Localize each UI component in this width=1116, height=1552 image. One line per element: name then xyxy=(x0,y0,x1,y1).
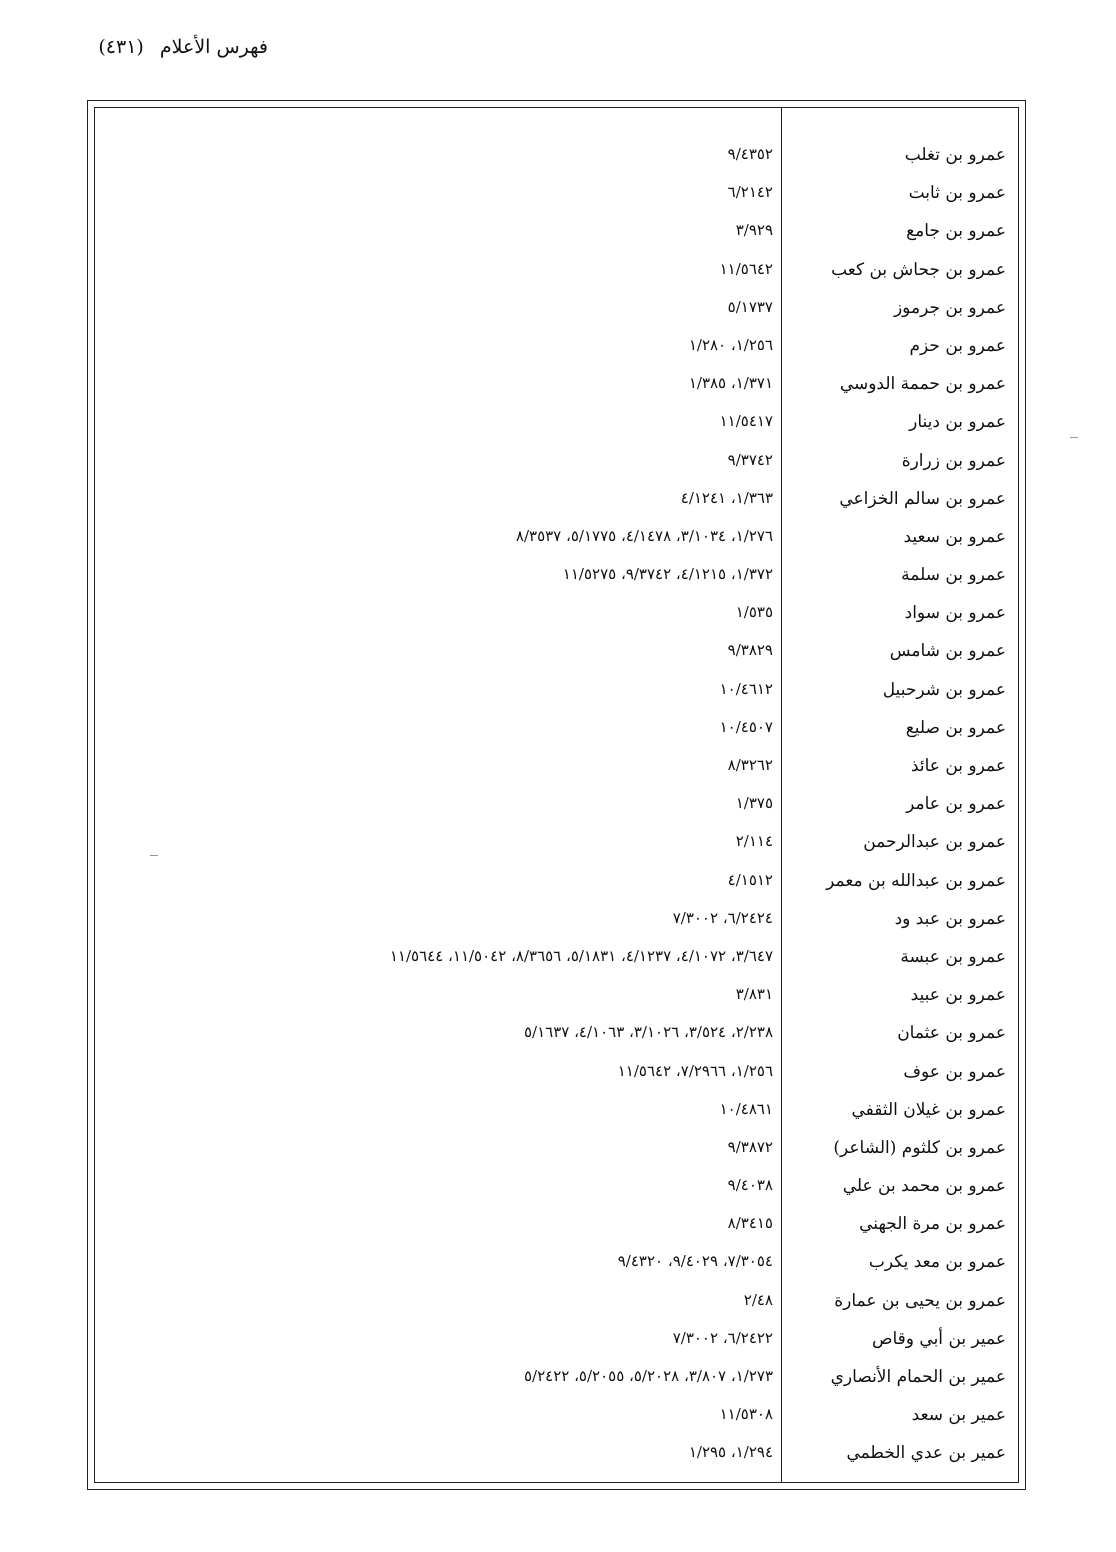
index-entry xyxy=(95,1135,1018,1173)
index-entry xyxy=(95,868,1018,906)
index-entry xyxy=(95,1440,1018,1478)
index-table xyxy=(94,107,1019,1483)
entry-references: ٦/٢٤٢٢، ٧/٣٠٠٢ xyxy=(672,1328,773,1347)
entry-name: عمرو بن عثمان xyxy=(897,1023,1006,1044)
entry-name: عمرو بن كلثوم (الشاعر) xyxy=(833,1137,1006,1158)
index-entry xyxy=(95,791,1018,829)
entry-name: عمرو بن معد يكرب xyxy=(868,1252,1006,1273)
entry-references: ٣/٨٣١ xyxy=(735,985,773,1004)
index-entry xyxy=(95,638,1018,676)
entry-references: ١/٣٧٢، ٤/١٢١٥، ٩/٣٧٤٢، ١١/٥٢٧٥ xyxy=(562,565,773,584)
scan-mark xyxy=(1070,437,1078,438)
index-entry xyxy=(95,257,1018,295)
entry-references: ٢/٢٣٨، ٣/٥٢٤، ٣/١٠٢٦، ٤/١٠٦٣، ٥/١٦٣٧ xyxy=(523,1023,773,1042)
entry-references: ٢/١١٤ xyxy=(735,832,773,851)
entry-name: عمير بن سعد xyxy=(911,1405,1006,1426)
index-entry xyxy=(95,562,1018,600)
entry-references: ١١/٥٦٤٢ xyxy=(719,259,773,278)
entry-references: ٩/٤٠٣٨ xyxy=(727,1176,773,1195)
index-entry xyxy=(95,829,1018,867)
index-entry xyxy=(95,180,1018,218)
entry-name: عمرو بن سلمة xyxy=(901,565,1006,586)
entry-references: ٧/٣٠٥٤، ٩/٤٠٢٩، ٩/٤٣٢٠ xyxy=(617,1252,773,1271)
index-entry xyxy=(95,1364,1018,1402)
page-header-title: فهرس الأعلام xyxy=(159,36,268,58)
index-entry xyxy=(95,906,1018,944)
entry-references: ٩/٣٨٢٩ xyxy=(727,641,773,660)
index-entry xyxy=(95,1020,1018,1058)
entry-name: عمرو بن غيلان الثقفي xyxy=(851,1099,1006,1120)
entry-name: عمرو بن عبدالرحمن xyxy=(863,832,1006,853)
index-entry xyxy=(95,142,1018,180)
entry-references: ١/٣٧٥ xyxy=(735,794,773,813)
entry-references: ٥/١٧٣٧ xyxy=(727,297,773,316)
entry-references: ١١/٥٤١٧ xyxy=(719,412,773,431)
index-entry xyxy=(95,600,1018,638)
entry-name: عمرو بن شامس xyxy=(889,641,1006,662)
index-entries xyxy=(95,142,1018,1479)
entry-name: عمرو بن مرة الجهني xyxy=(859,1214,1006,1235)
entry-name: عمرو بن شرحبيل xyxy=(882,679,1006,700)
entry-references: ٦/٢١٤٢ xyxy=(727,183,773,202)
entry-references: ٦/٢٤٢٤، ٧/٣٠٠٢ xyxy=(672,908,773,927)
index-table-frame xyxy=(87,100,1026,1490)
index-entry xyxy=(95,1249,1018,1287)
entry-name: عمرو بن سالم الخزاعي xyxy=(839,488,1006,509)
scan-mark xyxy=(150,855,158,856)
entry-references: ١/٢٥٦، ١/٢٨٠ xyxy=(688,335,773,354)
index-entry xyxy=(95,1211,1018,1249)
page-header xyxy=(8,36,268,58)
entry-name: عمرو بن ثابت xyxy=(908,183,1006,204)
index-entry xyxy=(95,409,1018,447)
entry-name: عمرو بن سواد xyxy=(904,603,1006,624)
entry-name: عمرو بن عبسة xyxy=(900,946,1006,967)
entry-name: عمرو بن عوف xyxy=(903,1061,1006,1082)
entry-references: ١١/٥٣٠٨ xyxy=(719,1405,773,1424)
entry-name: عمرو بن جحاش بن كعب xyxy=(831,259,1006,280)
entry-references: ١/٥٣٥ xyxy=(735,603,773,622)
entry-name: عمرو بن يحيى بن عمارة xyxy=(834,1290,1006,1311)
index-entry xyxy=(95,677,1018,715)
entry-name: عمير بن الحمام الأنصاري xyxy=(830,1367,1006,1387)
entry-references: ٣/٩٢٩ xyxy=(735,221,773,240)
entry-references: ٣/٦٤٧، ٤/١٠٧٢، ٤/١٢٣٧، ٥/١٨٣١، ٨/٣٦٥٦، ١١/٥٠٤٢، ١١/٥٦٤٤ xyxy=(389,946,773,965)
index-entry xyxy=(95,333,1018,371)
index-entry xyxy=(95,371,1018,409)
entry-name: عمرو بن سعيد xyxy=(903,526,1006,547)
entry-references: ٩/٤٣٥٢ xyxy=(727,145,773,163)
index-entry xyxy=(95,1059,1018,1097)
entry-references: ١/٣٦٣، ٤/١٢٤١ xyxy=(680,488,773,507)
entry-name: عمير بن أبي وقاص xyxy=(871,1328,1006,1349)
entry-name: عمرو بن محمد بن علي xyxy=(842,1176,1006,1197)
entry-name: عمرو بن عائذ xyxy=(910,756,1006,776)
index-entry xyxy=(95,1173,1018,1211)
index-entry xyxy=(95,448,1018,486)
entry-name: عمرو بن حزم xyxy=(909,335,1006,356)
entry-name: عمرو بن زرارة xyxy=(901,450,1006,471)
index-entry xyxy=(95,944,1018,982)
index-entry xyxy=(95,753,1018,791)
entry-references: ٩/٣٨٧٢ xyxy=(727,1137,773,1156)
entry-references: ٩/٣٧٤٢ xyxy=(727,450,773,469)
index-entry xyxy=(95,715,1018,753)
entry-name: عمرو بن عبدالله بن معمر xyxy=(826,870,1006,891)
index-entry xyxy=(95,1097,1018,1135)
index-entry xyxy=(95,486,1018,524)
entry-name: عمرو بن عبد ود xyxy=(894,908,1006,929)
entry-name: عمرو بن دينار xyxy=(909,412,1006,433)
entry-references: ١/٢٧٦، ٣/١٠٣٤، ٤/١٤٧٨، ٥/١٧٧٥، ٨/٣٥٣٧ xyxy=(515,526,773,545)
entry-references: ١٠/٤٥٠٧ xyxy=(719,717,773,736)
entry-references: ١/٢٩٤، ١/٢٩٥ xyxy=(688,1443,773,1462)
entry-name: عمرو بن صليع xyxy=(905,717,1006,738)
entry-name: عمرو بن جامع xyxy=(906,221,1006,242)
page-number: (٤٣١) xyxy=(98,36,144,58)
entry-references: ١/٣٧١، ١/٣٨٥ xyxy=(688,374,773,393)
index-entry xyxy=(95,524,1018,562)
entry-references: ٤/١٥١٢ xyxy=(727,870,773,889)
entry-name: عمرو بن تغلب xyxy=(904,145,1006,165)
index-entry xyxy=(95,218,1018,256)
entry-references: ١٠/٤٨٦١ xyxy=(719,1099,773,1118)
entry-name: عمرو بن عبيد xyxy=(910,985,1006,1006)
entry-references: ٨/٣٤١٥ xyxy=(727,1214,773,1233)
index-entry xyxy=(95,1326,1018,1364)
entry-references: ١/٢٥٦، ٧/٢٩٦٦، ١١/٥٦٤٢ xyxy=(617,1061,773,1080)
index-entry xyxy=(95,1288,1018,1326)
entry-name: عمرو بن حممة الدوسي xyxy=(839,374,1006,395)
entry-name: عمرو بن عامر xyxy=(906,794,1006,815)
entry-name: عمير بن عدي الخطمي xyxy=(846,1443,1006,1464)
index-entry xyxy=(95,295,1018,333)
index-entry xyxy=(95,982,1018,1020)
entry-name: عمرو بن جرموز xyxy=(893,297,1006,318)
entry-references: ٨/٣٢٦٢ xyxy=(727,756,773,774)
entry-references: ١/٢٧٣، ٣/٨٠٧، ٥/٢٠٢٨، ٥/٢٠٥٥، ٥/٢٤٢٢ xyxy=(523,1367,773,1385)
index-entry xyxy=(95,1402,1018,1440)
entry-references: ١٠/٤٦١٢ xyxy=(719,679,773,698)
entry-references: ٢/٤٨ xyxy=(743,1290,773,1309)
